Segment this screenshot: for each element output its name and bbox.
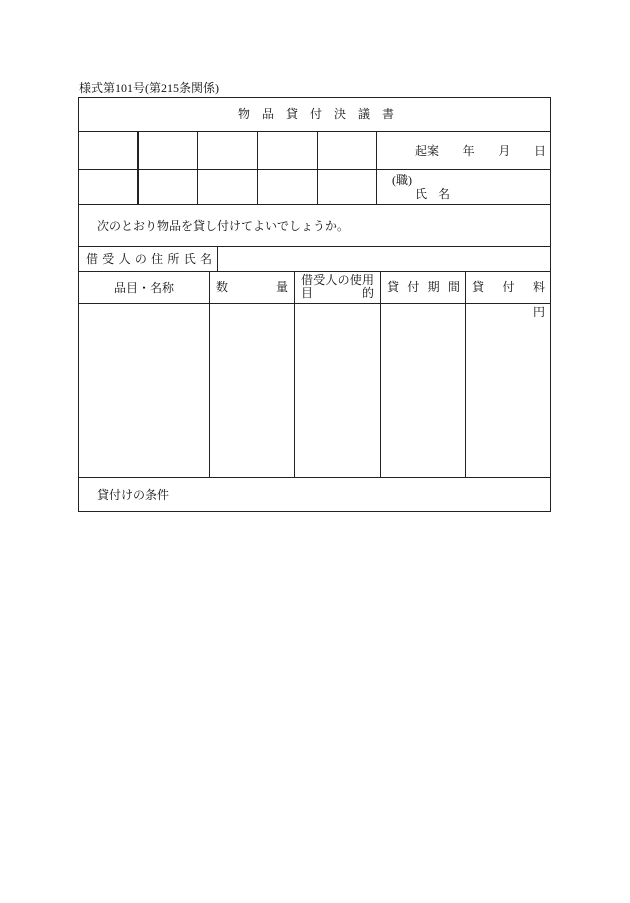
approval-row-1 <box>79 132 550 170</box>
year-label: 年 <box>462 143 475 158</box>
request-statement: 次のとおり物品を貸し付けてよいでしょうか。 <box>97 218 350 233</box>
header-quantity: 数 量 <box>216 280 288 294</box>
month-label: 月 <box>498 143 511 158</box>
approval-stamp-cell <box>198 132 258 169</box>
approval-stamp-cell <box>318 132 377 169</box>
draft-date <box>415 132 546 169</box>
day-label: 日 <box>533 143 546 158</box>
header-quantity-cell <box>210 272 295 303</box>
form-title: 物 品 貸 付 決 議 書 <box>238 107 394 121</box>
borrower-value-cell <box>218 247 550 271</box>
approval-stamp-cell <box>258 132 318 169</box>
request-row <box>79 205 550 247</box>
loan-decision-form <box>78 97 551 512</box>
draft-date-cell <box>377 132 550 169</box>
header-fee-cell <box>466 272 550 303</box>
approval-stamp-cell <box>139 170 198 204</box>
title-row <box>79 98 550 132</box>
quantity-cell <box>210 304 295 477</box>
approval-stamp-cell <box>79 170 139 204</box>
approval-row-2 <box>79 170 550 205</box>
fee-cell <box>466 304 550 477</box>
period-cell <box>381 304 466 477</box>
purpose-cell <box>295 304 381 477</box>
header-purpose-cell <box>295 272 381 303</box>
name-label: 氏 名 <box>415 187 450 201</box>
approval-stamp-cell <box>258 170 318 204</box>
header-fee: 貸 付 料 <box>472 280 545 294</box>
items-table-body <box>79 304 550 478</box>
header-period-cell <box>381 272 466 303</box>
form-number-label: 様式第101号(第215条関係) <box>79 81 219 95</box>
borrower-row <box>79 247 550 272</box>
draft-label: 起案 <box>415 143 440 158</box>
conditions-label: 貸付けの条件 <box>97 487 170 502</box>
header-item-name: 品目・名称 <box>113 280 174 295</box>
header-period: 貸 付 期 間 <box>387 280 460 294</box>
approval-stamp-cell <box>198 170 258 204</box>
fee-unit-label: 円 <box>532 305 545 319</box>
header-purpose-line1: 借受人の使用 <box>301 273 374 287</box>
header-purpose-line2: 目 的 <box>301 286 374 300</box>
approval-stamp-cell <box>318 170 377 204</box>
items-table-header <box>79 272 550 304</box>
approval-stamp-cell <box>139 132 198 169</box>
position-label: (職) <box>392 173 412 187</box>
item-name-cell <box>79 304 210 477</box>
conditions-row <box>79 478 550 511</box>
header-item-name-cell <box>79 272 210 303</box>
borrower-label-cell <box>79 247 218 271</box>
borrower-label: 借 受 人 の 住 所 氏 名 <box>86 252 212 266</box>
approval-stamp-cell <box>79 132 139 169</box>
drafter-cell <box>377 170 550 204</box>
